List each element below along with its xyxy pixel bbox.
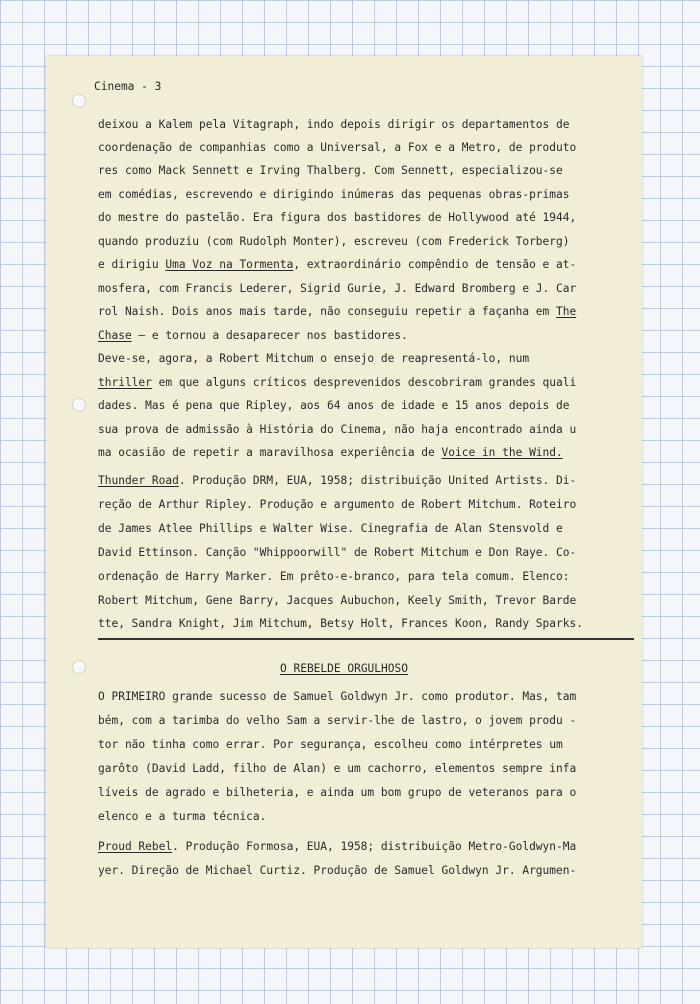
film-title: Uma Voz na Tormenta: [165, 258, 294, 271]
section-title-text: O REBELDE ORGULHOSO: [280, 662, 408, 675]
text-line: [98, 329, 638, 343]
film-title: The: [556, 305, 577, 318]
text-line: [98, 446, 638, 460]
film-title: Proud Rebel: [98, 840, 173, 853]
text-line: do mestre do pastelão. Era figura dos bastidores de Hollywood até 1944,: [98, 211, 577, 224]
punch-hole-top: [72, 94, 86, 108]
credits-line: yer. Direção de Michael Curtiz. Produção de Samuel Goldwyn Jr. Argumen-: [98, 864, 577, 877]
credits-line: [98, 474, 638, 488]
credits-line: David Ettinson. Canção "Whippoorwill" de Robert Mitchum e Don Raye. Co-: [98, 546, 577, 559]
punch-hole-middle: [72, 398, 86, 412]
text-line: dades. Mas é pena que Ripley, aos 64 anos de idade e 15 anos depois de: [98, 399, 570, 412]
credits-line: [98, 840, 638, 854]
text-line: em comédias, escrevendo e dirigindo inúmeras das pequenas obras-primas: [98, 188, 570, 201]
text-line: [98, 376, 638, 390]
text-line: [98, 258, 638, 272]
text-line: deixou a Kalem pela Vitagraph, indo depois dirigir os departamentos de: [98, 118, 570, 131]
typewritten-page: [46, 56, 642, 948]
film-title: Voice in the Wind.: [441, 446, 563, 459]
text-fragment: ma ocasião de repetir a maravilhosa experiência de: [98, 446, 442, 459]
text-line: res como Mack Sennett e Irving Thalberg. Com Sennett, especializou-se: [98, 164, 563, 177]
text-line: bém, com a tarimba do velho Sam a servir-lhe de lastro, o jovem produ -: [98, 714, 577, 727]
text-line: coordenação de companhias como a Universal, a Fox e a Metro, de produto: [98, 141, 577, 154]
section-title: [46, 662, 642, 676]
film-title: Chase: [98, 329, 132, 342]
text-line: líveis de agrado e bilheteria, e ainda um bom grupo de veteranos para o: [98, 786, 577, 799]
text-fragment: — e tornou a desaparecer nos bastidores.: [131, 329, 408, 342]
text-fragment: . Produção Formosa, EUA, 1958; distribuição Metro-Goldwyn-Ma: [172, 840, 577, 853]
credits-line: ordenação de Harry Marker. Em prêto-e-branco, para tela comum. Elenco:: [98, 570, 570, 583]
text-line: elenco e a turma técnica.: [98, 810, 267, 823]
text-line: mosfera, com Francis Lederer, Sigrid Gurie, J. Edward Bromberg e J. Car: [98, 282, 577, 295]
credits-line: reção de Arthur Ripley. Produção e argumento de Robert Mitchum. Roteiro: [98, 498, 577, 511]
credits-line: tte, Sandra Knight, Jim Mitchum, Betsy Holt, Frances Koon, Randy Sparks.: [98, 617, 583, 630]
text-line: Deve-se, agora, a Robert Mitchum o ensejo de reapresentá-lo, num: [98, 352, 530, 365]
text-line: [98, 305, 638, 319]
text-fragment: . Produção DRM, EUA, 1958; distribuição United Artists. Di-: [178, 474, 577, 487]
text-line: O PRIMEIRO grande sucesso de Samuel Goldwyn Jr. como produtor. Mas, tam: [98, 690, 577, 703]
text-fragment: em que alguns críticos desprevenidos descobriram grandes quali: [151, 376, 577, 389]
text-fragment: e dirigiu: [98, 258, 166, 271]
credits-line: de James Atlee Phillips e Walter Wise. Cinegrafia de Alan Stensvold e: [98, 522, 563, 535]
text-line: garôto (David Ladd, filho de Alan) e um cachorro, elementos sempre infa: [98, 762, 577, 775]
text-line: sua prova de admissão à História do Cinema, não haja encontrado ainda u: [98, 423, 577, 436]
text-fragment: rol Naish. Dois anos mais tarde, não conseguiu repetir a façanha em: [98, 305, 557, 318]
page-header: Cinema - 3: [94, 80, 162, 93]
text-line: tor não tinha como errar. Por segurança, escolheu como intérpretes um: [98, 738, 563, 751]
section-divider: [98, 638, 634, 640]
credits-line: Robert Mitchum, Gene Barry, Jacques Aubuchon, Keely Smith, Trevor Barde: [98, 594, 577, 607]
emphasis-word: thriller: [98, 376, 152, 389]
text-line: quando produziu (com Rudolph Monter), escreveu (com Frederick Torberg): [98, 235, 570, 248]
film-title: Thunder Road: [98, 474, 179, 487]
text-fragment: , extraordinário compêndio de tensão e at-: [293, 258, 577, 271]
